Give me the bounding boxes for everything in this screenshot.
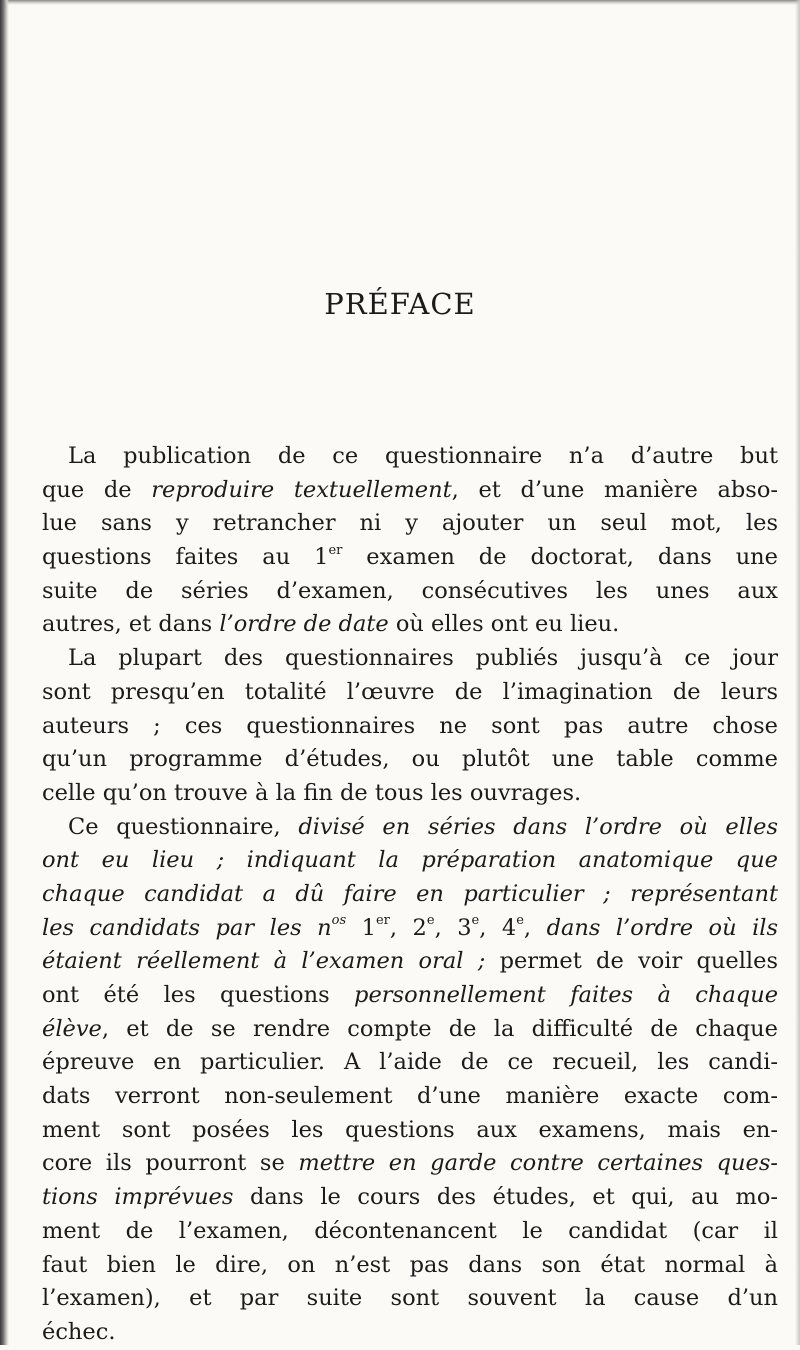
text-run: Ce questionnaire, bbox=[68, 813, 299, 840]
page-top-edge bbox=[0, 0, 800, 5]
superscript: e bbox=[471, 913, 480, 929]
text-run: où elles ont eu lieu. bbox=[388, 611, 620, 638]
text-run: auteurs ; ces questionnaires ne sont pas autre chose bbox=[42, 712, 778, 739]
italic-text: dans l’ordre où ils bbox=[546, 914, 779, 941]
text-run: échec. bbox=[42, 1318, 116, 1345]
text-line bbox=[42, 541, 778, 575]
text-line bbox=[42, 1080, 778, 1114]
text-run: faut bien le dire, on n’est pas dans son état normal à bbox=[42, 1251, 778, 1278]
text-run: La publication de ce questionnaire n’a d’autre but bbox=[68, 443, 778, 469]
italic-text: l’ordre de date bbox=[219, 611, 389, 638]
paragraph bbox=[42, 811, 778, 1350]
text-line bbox=[42, 1114, 778, 1148]
text-run: celle qu’on trouve à la fin de tous les ouvrages. bbox=[42, 779, 582, 806]
italic-text: personnellement faites à chaque bbox=[354, 982, 779, 1008]
text-run: ment sont posées les questions aux examens, mais en- bbox=[42, 1116, 778, 1143]
text-run: sont presqu’en totalité l’œuvre de l’imagination de leurs bbox=[42, 678, 778, 705]
text-run: lue sans y retrancher ni y ajouter un seul mot, les bbox=[42, 510, 778, 537]
text-run: que de bbox=[42, 476, 152, 503]
italic-text: divisé en séries dans l’ordre où elles bbox=[298, 813, 778, 840]
text-run: dans le cours des études, et qui, au mo- bbox=[233, 1184, 778, 1211]
text-line bbox=[42, 507, 778, 541]
text-line bbox=[42, 676, 778, 710]
text-line bbox=[42, 878, 778, 912]
text-line bbox=[42, 1013, 778, 1047]
text-run: , 2 bbox=[389, 914, 427, 941]
italic-text: ont eu lieu ; indiquant la préparation anatomique que bbox=[42, 847, 778, 874]
italic-text: reproduire textuellement bbox=[151, 476, 452, 503]
text-run: dats verront non-seulement d’une manière exacte com- bbox=[42, 1083, 778, 1110]
text-line bbox=[42, 710, 778, 744]
text-line bbox=[42, 642, 778, 676]
text-line bbox=[42, 912, 778, 946]
text-run: La plupart des questionnaires publiés jusqu’à ce jour bbox=[68, 645, 778, 672]
italic-text: les candidats par les n bbox=[42, 914, 332, 941]
text-line bbox=[42, 1249, 778, 1283]
superscript: e bbox=[516, 913, 524, 929]
text-run: , bbox=[523, 914, 547, 941]
page-right-edge bbox=[795, 0, 800, 1345]
text-line bbox=[42, 844, 778, 878]
italic-text: étaient réellement à l’examen oral ; bbox=[42, 948, 486, 975]
paragraph bbox=[42, 642, 778, 810]
text-run: , et de se rendre compte de la difficulté de chaque bbox=[101, 1015, 778, 1042]
text-line bbox=[42, 743, 778, 777]
text-line bbox=[42, 945, 778, 979]
text-line bbox=[42, 440, 778, 474]
italic-text: tions imprévues bbox=[42, 1184, 234, 1211]
superscript: os bbox=[331, 913, 347, 929]
superscript: er bbox=[375, 913, 390, 929]
text-run: épreuve en particulier. A l’aide de ce recueil, les candi- bbox=[42, 1049, 778, 1076]
text-line bbox=[42, 1147, 778, 1181]
text-line bbox=[42, 474, 778, 508]
text-run: suite de séries d’examen, consécutives les unes aux bbox=[42, 577, 778, 604]
text-run: qu’un programme d’études, ou plutôt une table comme bbox=[42, 746, 778, 773]
text-run: , et d’une manière abso- bbox=[451, 476, 779, 503]
paragraph bbox=[42, 440, 778, 642]
text-line bbox=[42, 1215, 778, 1249]
italic-text: élève bbox=[42, 1015, 102, 1042]
text-run: , 4 bbox=[479, 914, 517, 941]
text-run: l’examen), et par suite sont souvent la cause d’un bbox=[42, 1285, 778, 1312]
text-line bbox=[42, 1282, 778, 1316]
italic-text: chaque candidat a dû faire en particulier ; représentant bbox=[42, 880, 778, 907]
text-run: questions faites au 1 bbox=[42, 544, 329, 571]
page-title: PRÉFACE bbox=[324, 287, 476, 321]
preface-body bbox=[42, 440, 778, 1350]
page-left-edge bbox=[0, 0, 9, 1345]
superscript: e bbox=[426, 913, 435, 929]
text-run: examen de doctorat, dans une bbox=[342, 544, 778, 571]
text-run: autres, et dans bbox=[42, 611, 220, 638]
text-run: permet de voir quelles bbox=[485, 948, 778, 975]
text-line bbox=[42, 811, 778, 845]
text-line bbox=[42, 608, 778, 642]
superscript: er bbox=[328, 542, 343, 558]
text-run: 1 bbox=[346, 914, 376, 941]
text-line bbox=[42, 1181, 778, 1215]
text-line bbox=[42, 575, 778, 609]
italic-text: mettre en garde contre certaines ques- bbox=[298, 1150, 778, 1177]
text-line bbox=[42, 777, 778, 811]
text-run: ont été les questions bbox=[42, 982, 355, 1008]
text-run: ment de l’examen, décontenancent le candidat (car il bbox=[42, 1217, 778, 1244]
text-run: , 3 bbox=[434, 914, 472, 941]
text-run: core ils pourront se bbox=[42, 1150, 299, 1177]
text-line bbox=[42, 1046, 778, 1080]
text-line bbox=[42, 979, 778, 1013]
